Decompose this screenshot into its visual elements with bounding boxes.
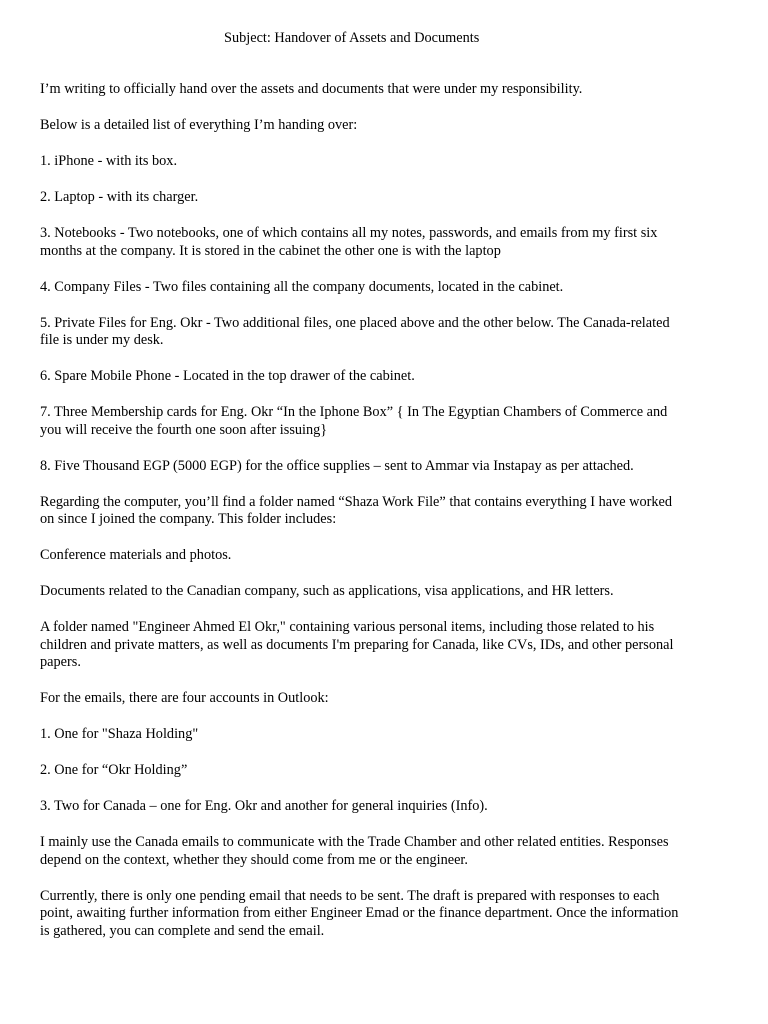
asset-item-4: 4. Company Files - Two files containing all the company documents, located in the cabinet. bbox=[40, 278, 564, 295]
email-account-2: 2. One for “Okr Holding” bbox=[40, 762, 188, 779]
email-account-3: 3. Two for Canada – one for Eng. Okr and another for general inquiries (Info). bbox=[40, 798, 488, 815]
asset-item-3: 3. Notebooks - Two notebooks, one of which contains all my notes, passwords, and emails from my first six months at the company. It is stored in the cabinet the other one is with the laptop bbox=[40, 224, 658, 259]
email-account-1: 1. One for "Shaza Holding" bbox=[40, 726, 199, 743]
pending-note: Currently, there is only one pending email that needs to be sent. The draft is prepared with responses to each point, awaiting further information from either Engineer Emad or the finance department. Once the information is gathered, you can complete and send the email. bbox=[40, 887, 679, 940]
canada-note: I mainly use the Canada emails to communicate with the Trade Chamber and other related entities. Responses depend on the context, whether they should come from me or the engineer. bbox=[40, 834, 669, 868]
subject-line: Subject: Handover of Assets and Documents bbox=[224, 30, 480, 46]
intro-paragraph: I’m writing to officially hand over the assets and documents that were under my responsibility. bbox=[40, 81, 583, 97]
folder-content-3: A folder named "Engineer Ahmed El Okr," containing various personal items, including those related to his children and private matters, as well as documents I'm preparing for Canada, like CVs, IDs, and other personal papers. bbox=[40, 619, 674, 671]
folder-content-2: Documents related to the Canadian company, such as applications, visa applications, and HR letters. bbox=[40, 583, 614, 600]
folder-content-1: Conference materials and photos. bbox=[40, 547, 232, 564]
list-intro: Below is a detailed list of everything I’m handing over: bbox=[40, 116, 358, 133]
asset-item-7: 7. Three Membership cards for Eng. Okr “In the Iphone Box” { In The Egyptian Chambers of Commerce and you will receive the fourth one soon after issuing} bbox=[40, 404, 668, 438]
asset-item-5: 5. Private Files for Eng. Okr - Two additional files, one placed above and the other below. The Canada-related file is under my desk. bbox=[40, 314, 670, 349]
computer-intro: Regarding the computer, you’ll find a folder named “Shaza Work File” that contains everything I have worked on since I joined the company. This folder includes: bbox=[40, 493, 673, 528]
asset-item-2: 2. Laptop - with its charger. bbox=[40, 188, 199, 205]
asset-item-8: 8. Five Thousand EGP (5000 EGP) for the office supplies – sent to Ammar via Instapay as per attached. bbox=[40, 457, 634, 474]
emails-intro: For the emails, there are four accounts in Outlook: bbox=[40, 690, 329, 707]
asset-item-1: 1. iPhone - with its box. bbox=[40, 152, 178, 169]
asset-item-6: 6. Spare Mobile Phone - Located in the top drawer of the cabinet. bbox=[40, 368, 415, 385]
